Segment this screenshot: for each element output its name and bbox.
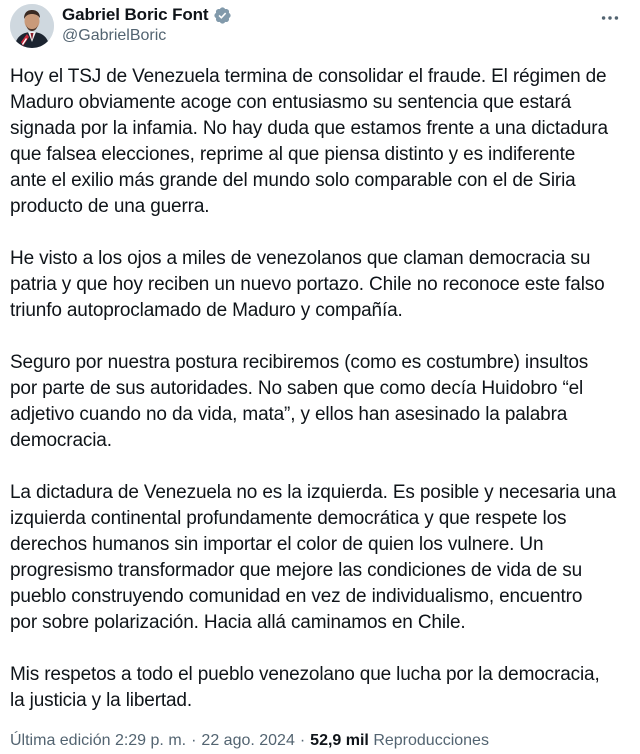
user-handle[interactable]: @GabrielBoric — [62, 27, 167, 44]
tweet-time[interactable]: 2:29 p. m. — [114, 732, 187, 749]
user-block — [62, 4, 232, 45]
tweet-paragraph: Mis respetos a todo el pueblo venezolano que lucha por la democracia, la justicia y la libertad. — [10, 664, 600, 711]
tweet-paragraph: La dictadura de Venezuela no es la izquierda. Es posible y necesaria una izquierda continental profundamente democrática y que respete los derechos humanos sin importar el color de quien los vulnere. Un progresismo transformador que mejore las condiciones de vida de su pueblo construyendo comunidad en vez de individualismo, encuentro por sobre polarización. Hacia allá caminamos en Chile. — [10, 482, 617, 633]
tweet-paragraph: He visto a los ojos a miles de venezolanos que claman democracia su patria y que hoy reciben un nuevo portazo. Chile no reconoce este falso triunfo autoproclamado de Maduro y compañía. — [10, 248, 605, 321]
more-options-button[interactable] — [596, 6, 624, 30]
meta-separator: · — [191, 732, 197, 749]
tweet-date[interactable]: 22 ago. 2024 — [201, 732, 295, 749]
tweet-header — [8, 4, 632, 48]
views-count: 52,9 mil — [310, 732, 369, 749]
avatar-image — [10, 4, 54, 48]
more-horizontal-icon — [599, 7, 621, 29]
tweet-text — [10, 64, 628, 714]
verified-badge-icon[interactable] — [213, 6, 232, 25]
avatar[interactable] — [10, 4, 54, 48]
tweet-paragraph: Seguro por nuestra postura recibiremos (como es costumbre) insultos por parte de sus autoridades. No saben que como decía Huidobro “el adjetivo cuando no da vida, mata”, y ellos han asesinado la palabra democracia. — [10, 352, 589, 451]
meta-separator: · — [299, 732, 306, 749]
tweet-paragraph: Hoy el TSJ de Venezuela termina de consolidar el fraude. El régimen de Maduro obviamente acoge con entusiasmo su sentencia que estará signada por la infamia. No hay duda que estamos frente a una dictadura que falsea elecciones, reprime al que piensa distinto y es indiferente ante el exilio más grande del mundo solo comparable con el de Siria producto de una guerra. — [10, 66, 608, 217]
edited-label[interactable]: Última edición — [10, 732, 111, 749]
display-name[interactable]: Gabriel Boric Font — [62, 5, 209, 24]
tweet-meta — [10, 730, 489, 752]
views-label: Reproducciones — [373, 732, 489, 749]
display-name-row — [62, 4, 232, 26]
